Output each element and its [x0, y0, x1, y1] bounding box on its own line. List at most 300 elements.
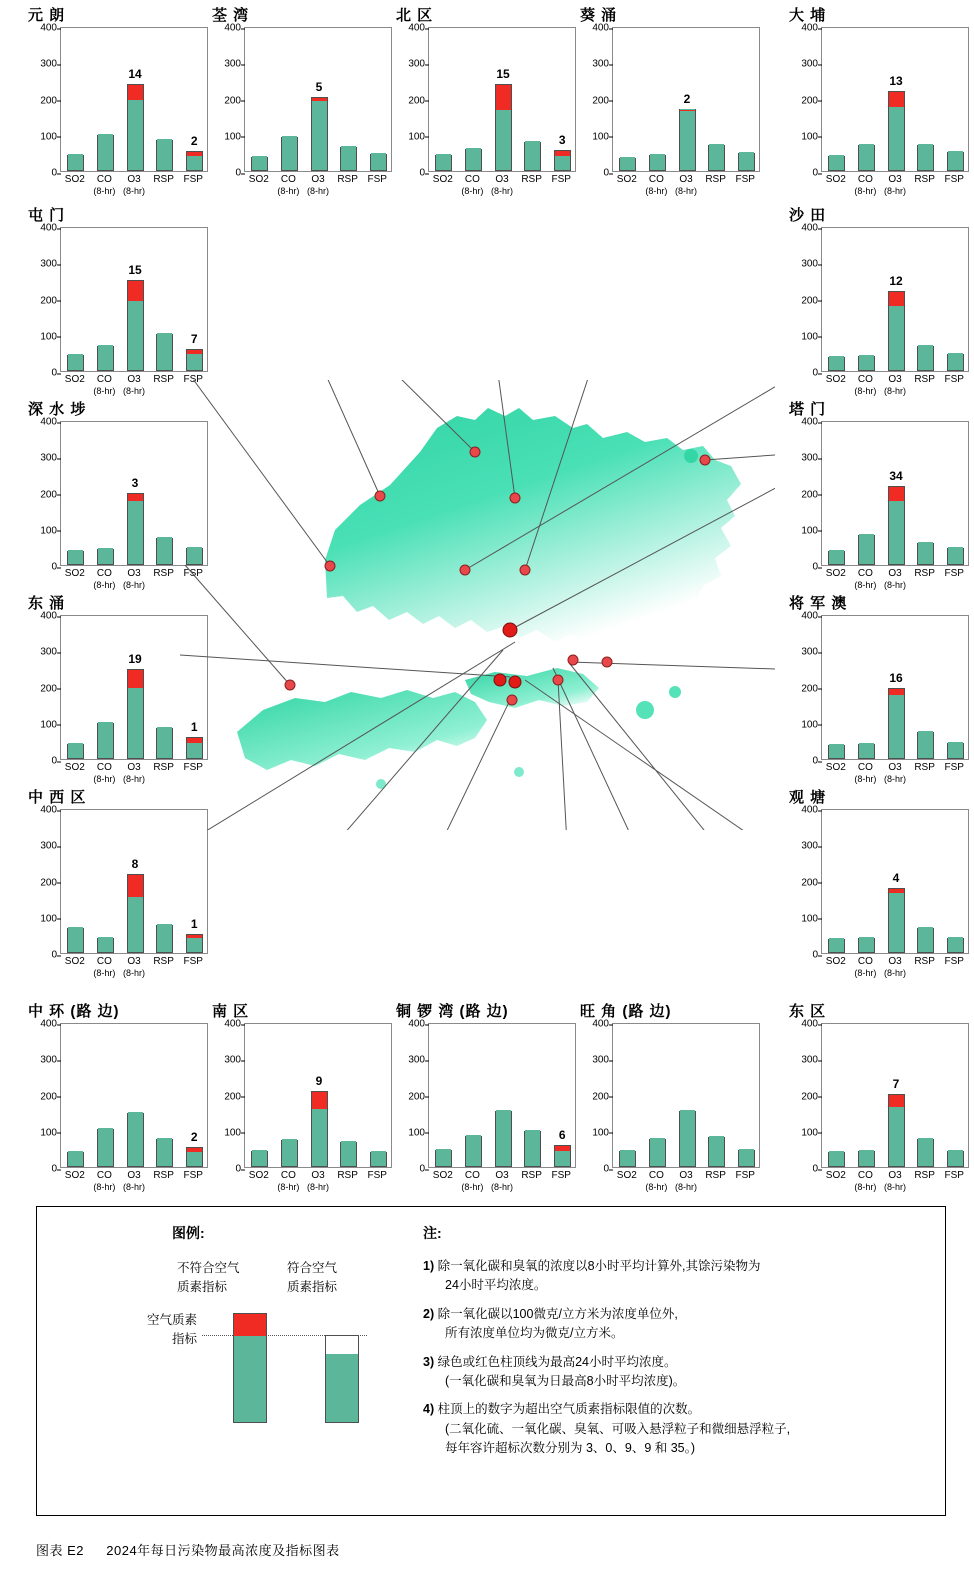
panel-title: 东 涌	[28, 595, 66, 612]
bar-co	[858, 535, 875, 565]
legend-label-noncompliant: 不符合空气 质素指标	[177, 1261, 240, 1294]
notes-section	[423, 1223, 931, 1467]
y-axis-tick: 200	[397, 95, 425, 106]
y-axis-tick: 200	[581, 1091, 609, 1102]
bar-fsp	[186, 934, 203, 953]
y-axis-tick: 400	[29, 805, 57, 816]
x-axis-tick-label: RSP	[705, 174, 726, 185]
x-axis-tick-label: FSP	[944, 174, 964, 185]
x-axis-tick-sublabel: (8-hr)	[884, 968, 906, 978]
x-axis-labels	[60, 954, 208, 980]
bar-fsp	[370, 1152, 387, 1167]
x-axis-tick-sublabel: (8-hr)	[123, 186, 145, 196]
x-axis-tick-label: RSP	[153, 956, 174, 967]
y-axis-tick: 0	[29, 950, 57, 961]
y-axis-tick: 400	[29, 1019, 57, 1030]
bar-o3	[888, 91, 905, 171]
x-axis-tick-label: RSP	[521, 1170, 542, 1181]
x-axis-tick-label: O3	[127, 568, 141, 579]
y-axis-tick: 0	[29, 1164, 57, 1175]
y-axis-tick: 0	[790, 168, 818, 179]
bar-so2	[828, 551, 845, 565]
bar-rsp	[340, 1142, 357, 1167]
figure-caption	[36, 1540, 340, 1559]
y-axis-tick: 300	[790, 1055, 818, 1066]
y-axis-tick: 100	[790, 1127, 818, 1138]
bar-co	[858, 1151, 875, 1167]
exceedance-count-label: 2	[683, 91, 691, 106]
chart-plot	[40, 222, 208, 398]
plot-area	[408, 22, 576, 179]
bars-group	[61, 810, 207, 953]
note-line: 所有浓度单位均为微克/立方米。	[445, 1326, 624, 1341]
y-axis-tick: 100	[790, 913, 818, 924]
bars-group	[613, 28, 759, 171]
x-axis-labels	[821, 954, 969, 980]
bar-fsp	[738, 153, 755, 171]
bar-o3	[311, 1091, 328, 1167]
x-axis-tick-label: O3	[888, 1170, 902, 1181]
y-axis-tick: 200	[790, 295, 818, 306]
x-axis-tick-sublabel: (8-hr)	[123, 580, 145, 590]
note-line: 每年容许超标次数分别为 3、0、9、9 和 35。)	[445, 1441, 696, 1455]
bar-o3	[888, 486, 905, 565]
panel-title: 旺 角 (路 边)	[580, 1003, 672, 1020]
y-axis-tick: 0	[397, 1164, 425, 1175]
y-axis-tick: 400	[397, 1019, 425, 1030]
x-axis-tick-sublabel: (8-hr)	[93, 386, 116, 396]
x-axis-tick-label: SO2	[64, 956, 85, 967]
x-axis-tick-label: FSP	[944, 762, 964, 773]
y-axis-tick: 100	[29, 525, 57, 536]
y-axis-tick: 200	[790, 95, 818, 106]
figure-caption-text: 2024年每日污染物最高浓度及指标图表	[106, 1543, 340, 1558]
bar-so2	[435, 1150, 452, 1167]
x-axis-tick-sublabel: (8-hr)	[277, 186, 300, 196]
x-axis-tick-sublabel: (8-hr)	[884, 580, 906, 590]
bar-co	[281, 1140, 298, 1167]
y-axis-tick: 400	[29, 223, 57, 234]
x-axis-tick-label: O3	[127, 956, 141, 967]
x-axis-tick-sublabel: (8-hr)	[884, 774, 906, 784]
y-axis-tick: 400	[790, 805, 818, 816]
x-axis-tick-label: CO	[96, 174, 112, 185]
y-axis-tick: 100	[213, 1127, 241, 1138]
bars-group	[61, 1024, 207, 1167]
bar-fsp	[554, 1145, 571, 1167]
bar-rsp	[708, 145, 725, 171]
bar-so2	[67, 551, 84, 565]
x-axis-tick-label: SO2	[248, 174, 269, 185]
station-panel-eastern	[789, 1000, 969, 1194]
figure-number: 图表 E2	[36, 1543, 85, 1558]
y-axis-tick: 100	[581, 131, 609, 142]
y-axis-tick: 0	[397, 168, 425, 179]
bar-fsp	[186, 1147, 203, 1167]
x-axis-tick-label: RSP	[337, 1170, 358, 1181]
y-axis-tick: 200	[790, 683, 818, 694]
y-axis-tick: 400	[581, 23, 609, 34]
bar-so2	[828, 1152, 845, 1167]
x-axis-tick-label: SO2	[825, 956, 846, 967]
y-axis-tick: 0	[29, 756, 57, 767]
y-axis	[211, 22, 241, 179]
y-axis-tick: 300	[213, 1055, 241, 1066]
chart-plot	[224, 1018, 392, 1194]
x-axis-tick-label: FSP	[944, 1170, 964, 1181]
bar-fsp	[947, 743, 964, 759]
bar-co	[465, 1136, 482, 1167]
x-axis-tick-label: FSP	[183, 762, 203, 773]
bar-fsp	[186, 349, 203, 371]
panel-title: 元 朗	[28, 7, 66, 24]
bar-rsp	[156, 1139, 173, 1167]
x-axis-tick-label: RSP	[705, 1170, 726, 1181]
bar-fsp	[947, 354, 964, 371]
y-axis-tick: 300	[790, 647, 818, 658]
panel-title: 沙 田	[789, 207, 827, 224]
x-axis-tick-sublabel: (8-hr)	[123, 968, 145, 978]
x-axis-tick-label: SO2	[64, 374, 85, 385]
y-axis	[395, 1018, 425, 1175]
bar-fsp	[947, 1151, 964, 1167]
y-axis	[579, 1018, 609, 1175]
legend-heading: 图例:	[172, 1225, 205, 1241]
y-axis	[27, 416, 57, 573]
bar-o3	[888, 291, 905, 371]
y-axis-tick: 400	[790, 1019, 818, 1030]
x-axis-tick-sublabel: (8-hr)	[93, 968, 116, 978]
y-axis-tick: 200	[790, 877, 818, 888]
x-axis-tick-label: FSP	[944, 568, 964, 579]
x-axis-tick-label: O3	[311, 174, 325, 185]
y-axis-tick: 100	[790, 525, 818, 536]
bar-so2	[67, 155, 84, 171]
x-axis-tick-sublabel: (8-hr)	[854, 968, 877, 978]
y-axis	[788, 1018, 818, 1175]
plot-area	[801, 1018, 969, 1175]
note-line: 柱顶上的数字为超出空气质素指标限值的次数。	[437, 1402, 701, 1417]
bar-so2	[828, 745, 845, 760]
plot-area	[40, 22, 208, 179]
y-axis-tick: 300	[397, 1055, 425, 1066]
station-panel-kwun-tong	[789, 786, 969, 980]
y-axis-tick: 100	[790, 719, 818, 730]
x-axis-labels	[612, 1168, 760, 1194]
bar-so2	[828, 156, 845, 171]
x-axis-tick-label: RSP	[337, 174, 358, 185]
bar-fsp	[947, 548, 964, 565]
y-axis-tick: 0	[29, 368, 57, 379]
bar-fsp	[947, 938, 964, 953]
y-axis-tick: 0	[29, 562, 57, 573]
bar-rsp	[156, 334, 173, 371]
chart-plot	[40, 804, 208, 980]
bar-co	[858, 356, 875, 371]
y-axis-tick: 400	[397, 23, 425, 34]
exceedance-count-label: 8	[131, 856, 139, 871]
bar-fsp	[554, 150, 571, 171]
station-panel-central-roadside	[28, 1000, 208, 1194]
chart-plot	[592, 22, 760, 198]
x-axis-tick-label: FSP	[183, 374, 203, 385]
bar-rsp	[917, 543, 934, 565]
x-axis-tick-label: CO	[857, 568, 873, 579]
x-axis-tick-label: RSP	[153, 762, 174, 773]
plot-area	[801, 804, 969, 961]
y-axis-tick: 300	[213, 59, 241, 70]
bar-fsp	[186, 151, 203, 171]
x-axis-tick-label: SO2	[825, 568, 846, 579]
bars-group	[822, 228, 968, 371]
bar-co	[465, 149, 482, 171]
x-axis-tick-label: RSP	[153, 568, 174, 579]
bars-group	[822, 28, 968, 171]
chart-plot	[801, 22, 969, 198]
x-axis-tick-label: O3	[127, 1170, 141, 1181]
y-axis-tick: 100	[790, 131, 818, 142]
x-axis-tick-label: RSP	[153, 374, 174, 385]
note-number: 2)	[423, 1306, 438, 1321]
exceedance-count-label: 3	[558, 132, 566, 147]
bar-rsp	[708, 1137, 725, 1167]
y-axis-tick: 200	[213, 95, 241, 106]
station-panel-tsuen-wan	[212, 4, 392, 198]
x-axis-tick-label: CO	[96, 374, 112, 385]
x-axis-tick-label: CO	[857, 374, 873, 385]
x-axis-labels	[428, 172, 576, 198]
x-axis-tick-sublabel: (8-hr)	[93, 580, 116, 590]
bar-so2	[67, 744, 84, 759]
bar-so2	[828, 357, 845, 371]
plot-area	[801, 22, 969, 179]
exceedance-count-label: 4	[892, 870, 900, 885]
note-item	[423, 1257, 931, 1296]
note-number: 3)	[423, 1354, 438, 1369]
x-axis-tick-label: FSP	[944, 956, 964, 967]
legend-label-aqo: 空气质素 指标	[146, 1313, 197, 1346]
x-axis-tick-label: O3	[495, 1170, 509, 1181]
bar-co	[97, 938, 114, 953]
y-axis-tick: 200	[29, 1091, 57, 1102]
note-line: 除一氧化碳以100微克/立方米为浓度单位外,	[437, 1306, 678, 1321]
exceedance-count-label: 12	[889, 273, 903, 288]
bar-co	[97, 135, 114, 171]
y-axis-tick: 200	[213, 1091, 241, 1102]
x-axis-tick-label: O3	[888, 568, 902, 579]
legend-label-compliant: 符合空气 质素指标	[287, 1261, 338, 1294]
bars-group	[61, 28, 207, 171]
plot-area	[40, 804, 208, 961]
y-axis-tick: 400	[213, 1019, 241, 1030]
bars-group	[61, 228, 207, 371]
x-axis-tick-label: SO2	[64, 174, 85, 185]
bars-group	[429, 1024, 575, 1167]
x-axis-tick-label: SO2	[825, 374, 846, 385]
y-axis-tick: 200	[29, 877, 57, 888]
panel-title: 北 区	[396, 7, 434, 24]
y-axis-tick: 400	[29, 611, 57, 622]
plot-area	[801, 610, 969, 767]
bar-fsp	[947, 152, 964, 171]
bar-o3	[127, 493, 144, 565]
x-axis-tick-sublabel: (8-hr)	[307, 186, 329, 196]
bar-rsp	[156, 728, 173, 759]
x-axis-tick-sublabel: (8-hr)	[854, 1182, 877, 1192]
y-axis	[27, 610, 57, 767]
bar-co	[281, 137, 298, 171]
x-axis-tick-label: RSP	[521, 174, 542, 185]
bar-o3	[888, 888, 905, 953]
exceedance-count-label: 13	[889, 73, 903, 88]
panel-title: 深 水 埗	[28, 401, 87, 418]
bar-rsp	[524, 1131, 541, 1167]
note-number: 4)	[423, 1402, 438, 1417]
bar-co	[649, 155, 666, 171]
x-axis-tick-label: O3	[888, 174, 902, 185]
bar-rsp	[524, 142, 541, 171]
x-axis-tick-label: CO	[96, 1170, 112, 1181]
x-axis-tick-label: CO	[857, 174, 873, 185]
x-axis-tick-sublabel: (8-hr)	[123, 774, 145, 784]
x-axis-labels	[821, 566, 969, 592]
chart-plot	[801, 610, 969, 786]
y-axis-tick: 200	[29, 295, 57, 306]
y-axis-tick: 0	[581, 1164, 609, 1175]
station-panel-north	[396, 4, 576, 198]
y-axis-tick: 300	[29, 259, 57, 270]
bar-co	[97, 1129, 114, 1167]
legend-and-notes-box	[36, 1206, 946, 1516]
y-axis-tick: 300	[29, 1055, 57, 1066]
bar-o3	[127, 84, 144, 171]
y-axis-tick: 300	[581, 59, 609, 70]
panel-title: 观 塘	[789, 789, 827, 806]
chart-plot	[801, 804, 969, 980]
chart-plot	[40, 22, 208, 198]
x-axis-tick-label: FSP	[735, 1170, 755, 1181]
plot-area	[801, 222, 969, 379]
y-axis	[788, 610, 818, 767]
y-axis-tick: 100	[397, 131, 425, 142]
x-axis-tick-label: SO2	[616, 1170, 637, 1181]
x-axis-tick-label: SO2	[825, 174, 846, 185]
station-panel-kwai-chung	[580, 4, 760, 198]
plot-area	[40, 1018, 208, 1175]
exceedance-count-label: 34	[889, 468, 903, 483]
panel-title: 屯 门	[28, 207, 66, 224]
panel-title: 铜 锣 湾 (路 边)	[396, 1003, 509, 1020]
y-axis-tick: 400	[790, 611, 818, 622]
panel-title: 中 西 区	[28, 789, 87, 806]
exceedance-count-label: 15	[496, 67, 510, 81]
y-axis-tick: 300	[790, 59, 818, 70]
x-axis-labels	[244, 1168, 392, 1194]
bar-co	[97, 723, 114, 759]
x-axis-labels	[60, 172, 208, 198]
y-axis-tick: 100	[397, 1127, 425, 1138]
x-axis-labels	[821, 172, 969, 198]
station-panel-southern	[212, 1000, 392, 1194]
chart-plot	[592, 1018, 760, 1194]
note-item	[423, 1400, 931, 1458]
note-line: (一氧化碳和臭氧为日最高8小时平均浓度)。	[445, 1373, 686, 1388]
note-item	[423, 1353, 931, 1392]
y-axis	[579, 22, 609, 179]
x-axis-tick-sublabel: (8-hr)	[123, 386, 145, 396]
x-axis-tick-label: O3	[888, 762, 902, 773]
bar-o3	[127, 280, 144, 371]
y-axis-tick: 0	[790, 1164, 818, 1175]
notes-list	[423, 1257, 931, 1458]
y-axis-tick: 400	[790, 223, 818, 234]
y-axis	[395, 22, 425, 179]
x-axis-tick-label: RSP	[914, 1170, 935, 1181]
x-axis-tick-label: CO	[280, 174, 296, 185]
y-axis	[788, 222, 818, 379]
x-axis-tick-label: FSP	[183, 1170, 203, 1181]
bars-group	[822, 616, 968, 759]
y-axis-tick: 0	[790, 950, 818, 961]
note-line: 除一氧化碳和臭氧的浓度以8小时平均计算外,其馀污染物为	[437, 1259, 761, 1273]
notes-heading: 注:	[423, 1225, 442, 1241]
x-axis-tick-label: CO	[857, 1170, 873, 1181]
y-axis	[27, 1018, 57, 1175]
station-panel-sha-tin	[789, 204, 969, 398]
x-axis-tick-label: FSP	[183, 568, 203, 579]
bars-group	[245, 28, 391, 171]
exceedance-count-label: 2	[190, 1130, 198, 1145]
bars-group	[822, 422, 968, 565]
x-axis-labels	[612, 172, 760, 198]
x-axis-tick-label: O3	[679, 174, 693, 185]
x-axis-tick-sublabel: (8-hr)	[645, 1182, 668, 1192]
bar-rsp	[917, 732, 934, 759]
x-axis-tick-label: CO	[857, 762, 873, 773]
x-axis-tick-sublabel: (8-hr)	[491, 1182, 513, 1192]
exceedance-count-label: 7	[190, 331, 198, 346]
bar-so2	[828, 939, 845, 953]
x-axis-tick-sublabel: (8-hr)	[307, 1182, 329, 1192]
x-axis-tick-sublabel: (8-hr)	[277, 1182, 300, 1192]
x-axis-tick-label: CO	[96, 762, 112, 773]
exceedance-count-label: 1	[190, 720, 198, 735]
x-axis-tick-label: RSP	[153, 174, 174, 185]
x-axis-tick-sublabel: (8-hr)	[123, 1182, 145, 1192]
legend-bar-noncompliant	[233, 1313, 267, 1423]
bar-o3	[888, 1094, 905, 1167]
bar-co	[97, 346, 114, 371]
y-axis-tick: 200	[581, 95, 609, 106]
bar-rsp	[917, 145, 934, 171]
station-panel-mong-kok-roadside	[580, 1000, 760, 1194]
x-axis-tick-label: O3	[127, 374, 141, 385]
bar-co	[858, 145, 875, 171]
x-axis-labels	[428, 1168, 576, 1194]
y-axis	[27, 22, 57, 179]
station-panel-tseung-kwan-o	[789, 592, 969, 786]
x-axis-labels	[821, 1168, 969, 1194]
x-axis-tick-label: FSP	[944, 374, 964, 385]
y-axis-tick: 200	[29, 95, 57, 106]
y-axis-tick: 100	[29, 131, 57, 142]
x-axis-tick-label: FSP	[551, 174, 571, 185]
x-axis-tick-sublabel: (8-hr)	[645, 186, 668, 196]
y-axis	[27, 804, 57, 961]
x-axis-tick-label: CO	[96, 568, 112, 579]
x-axis-labels	[244, 172, 392, 198]
bar-rsp	[917, 1139, 934, 1167]
